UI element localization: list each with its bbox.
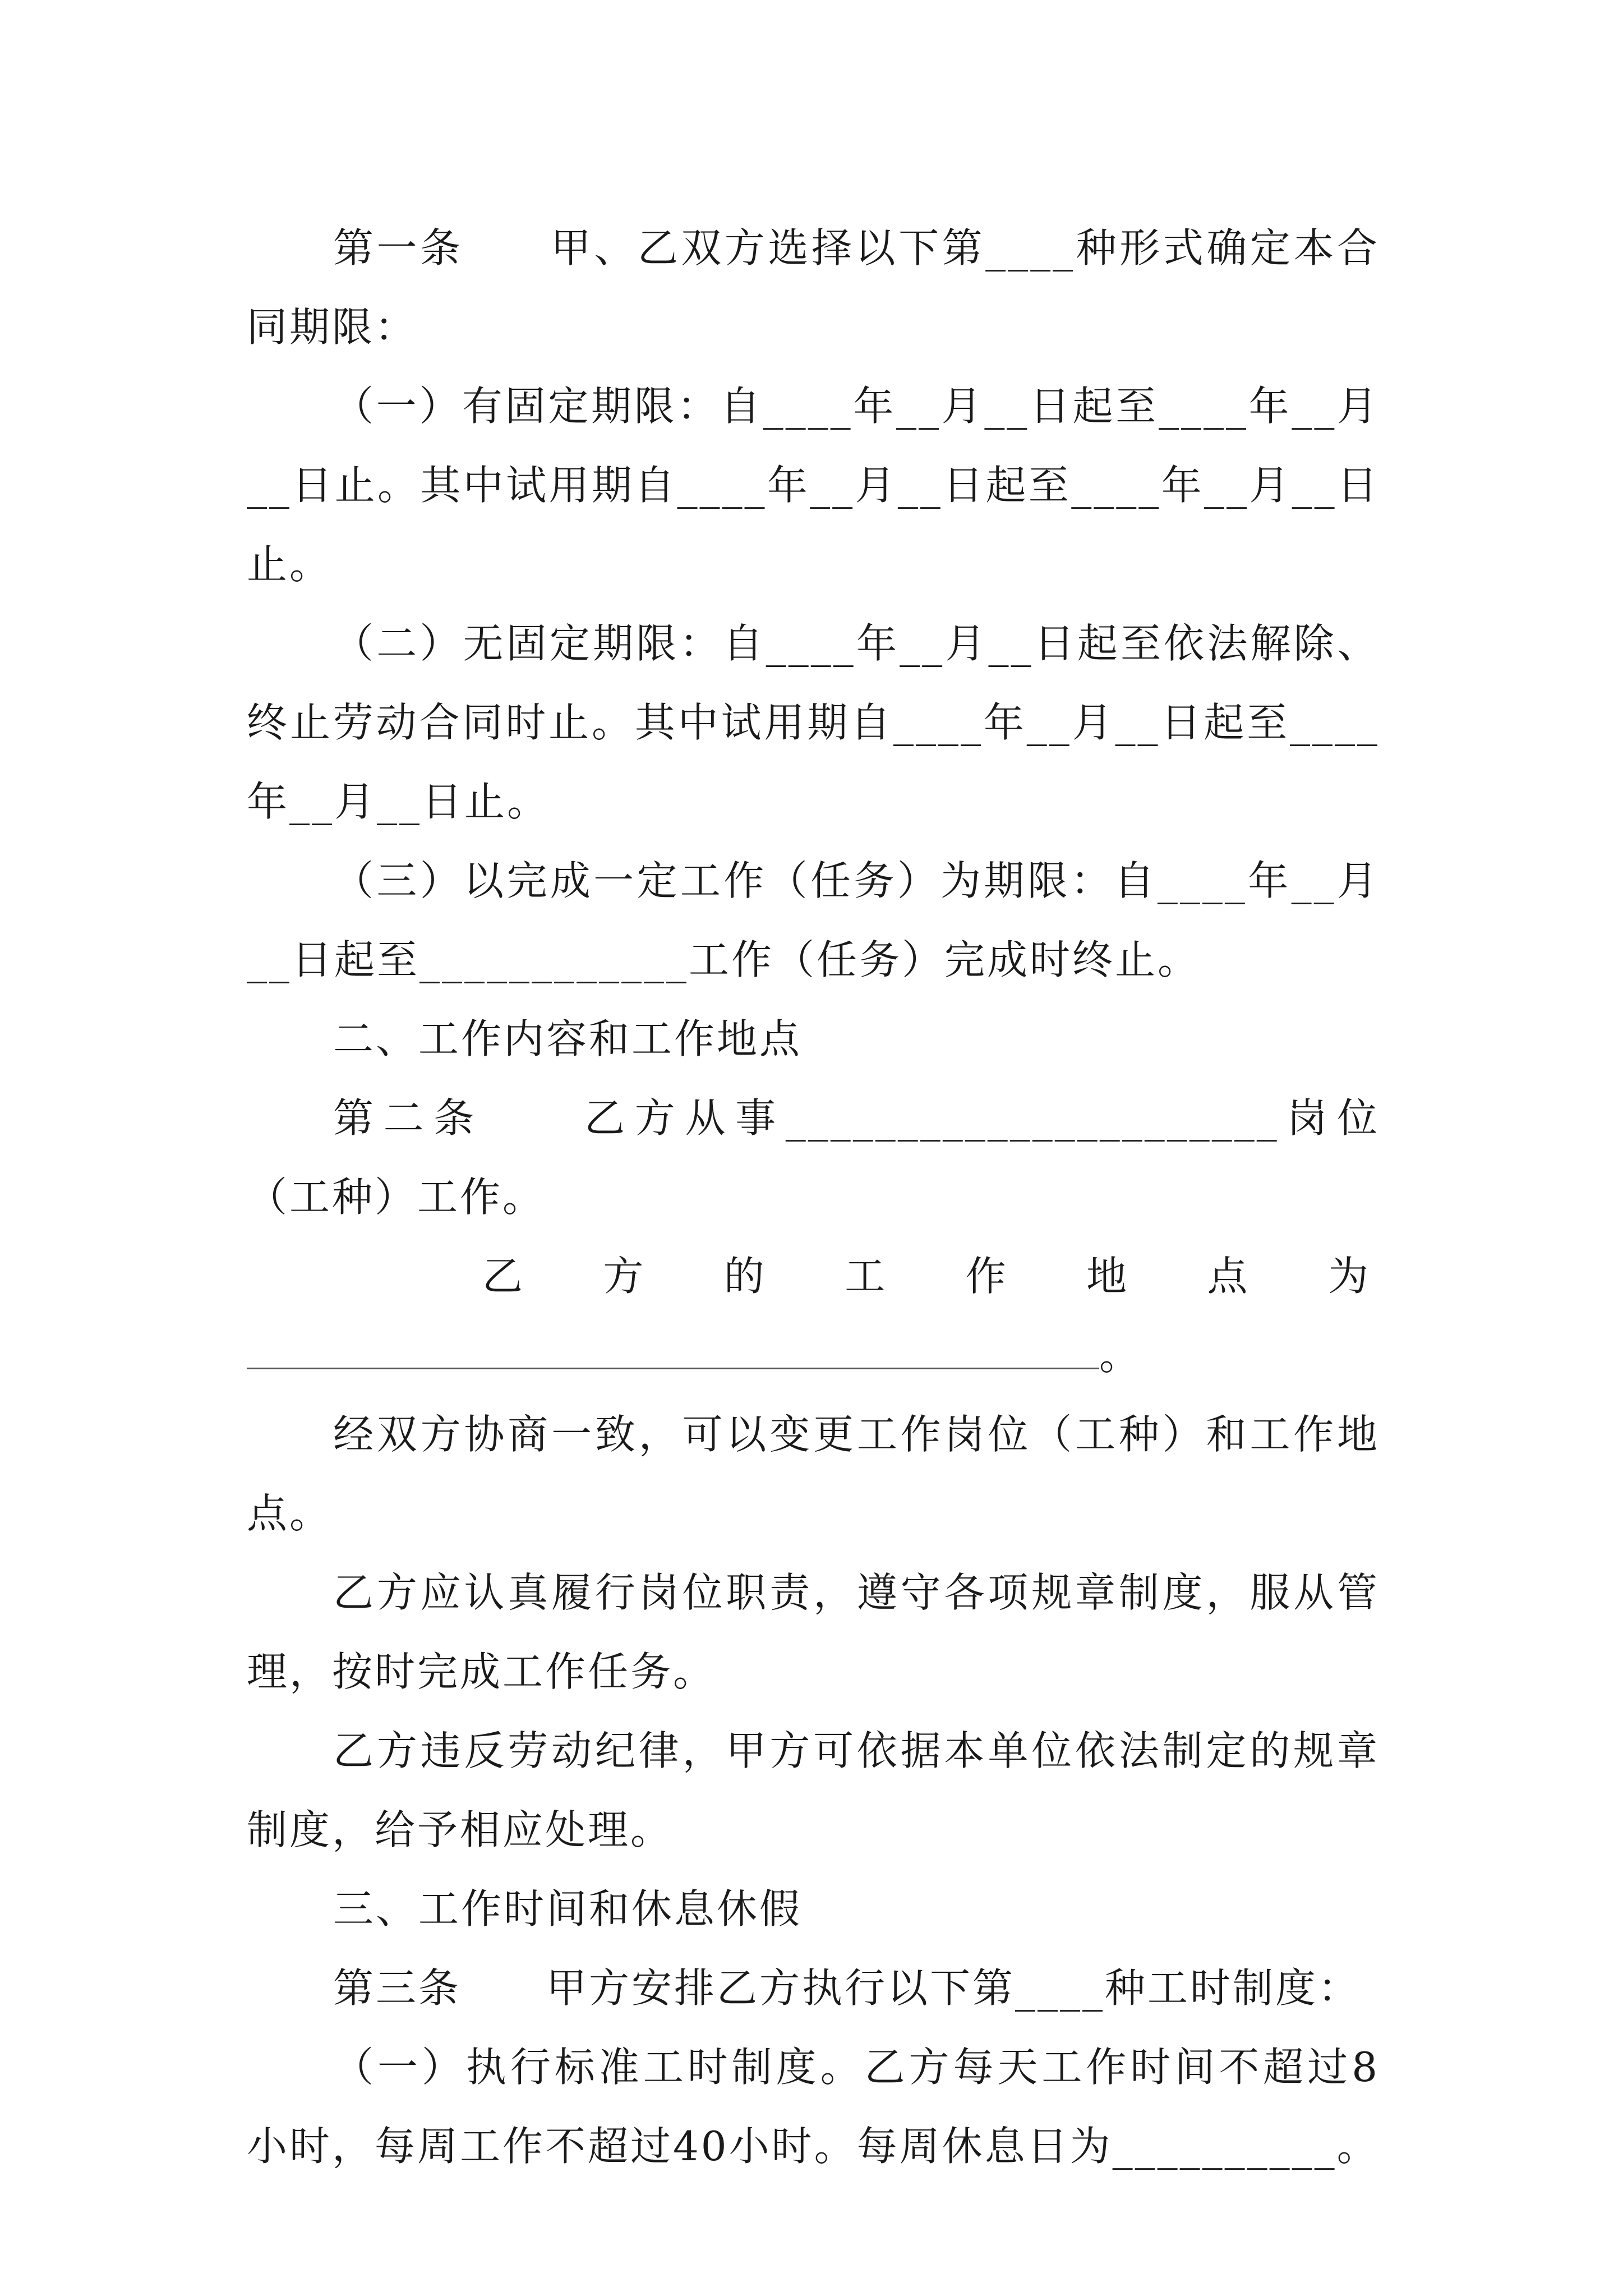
- document-body: [247, 209, 1380, 2186]
- change-position-text: 经双方协商一致，可以变更工作岗位（工种）和工作地点。: [247, 1411, 1380, 1537]
- section-3-heading: 三、工作时间和休息休假: [333, 1885, 803, 1932]
- standard-hours-text: （一）执行标准工时制度。乙方每天工作时间不超过8小时，每周工作不超过40小时。每周休息日为__________。: [247, 2044, 1380, 2170]
- article-1-text: 第一条 甲、乙双方选择以下第____种形式确定本合同期限：: [247, 224, 1380, 351]
- duties-text: 乙方应认真履行岗位职责，遵守各项规章制度，服从管理，按时完成工作任务。: [247, 1569, 1380, 1695]
- work-location-label: 乙方的工作地点为: [482, 1253, 1380, 1300]
- work-location-blank: [247, 1328, 1099, 1369]
- discipline-text: 乙方违反劳动纪律，甲方可依据本单位依法制定的规章制度，给予相应处理。: [247, 1727, 1380, 1853]
- term-task-based-text: （三）以完成一定工作（任务）为期限：自____年__月__日起至____________工作（任务）完成时终止。: [247, 857, 1380, 983]
- term-fixed-text: （一）有固定期限：自____年__月__日起至____年__月__日止。其中试用期自____年__月__日起至____年__月__日止。: [247, 383, 1380, 588]
- article-2-text: 第二条 乙方从事______________________岗位（工种）工作。: [247, 1094, 1380, 1221]
- article-3-text: 第三条 甲方安排乙方执行以下第____种工时制度：: [333, 1964, 1361, 2012]
- work-location-end-mark: 。: [1099, 1332, 1142, 1379]
- term-open-ended-text: （二）无固定期限：自____年__月__日起至依法解除、终止劳动合同时止。其中试用期自____年__月__日起至____年__月__日止。: [247, 620, 1380, 825]
- work-location-blank-line: [247, 1316, 1380, 1395]
- section-2-heading: 二、工作内容和工作地点: [333, 1015, 803, 1062]
